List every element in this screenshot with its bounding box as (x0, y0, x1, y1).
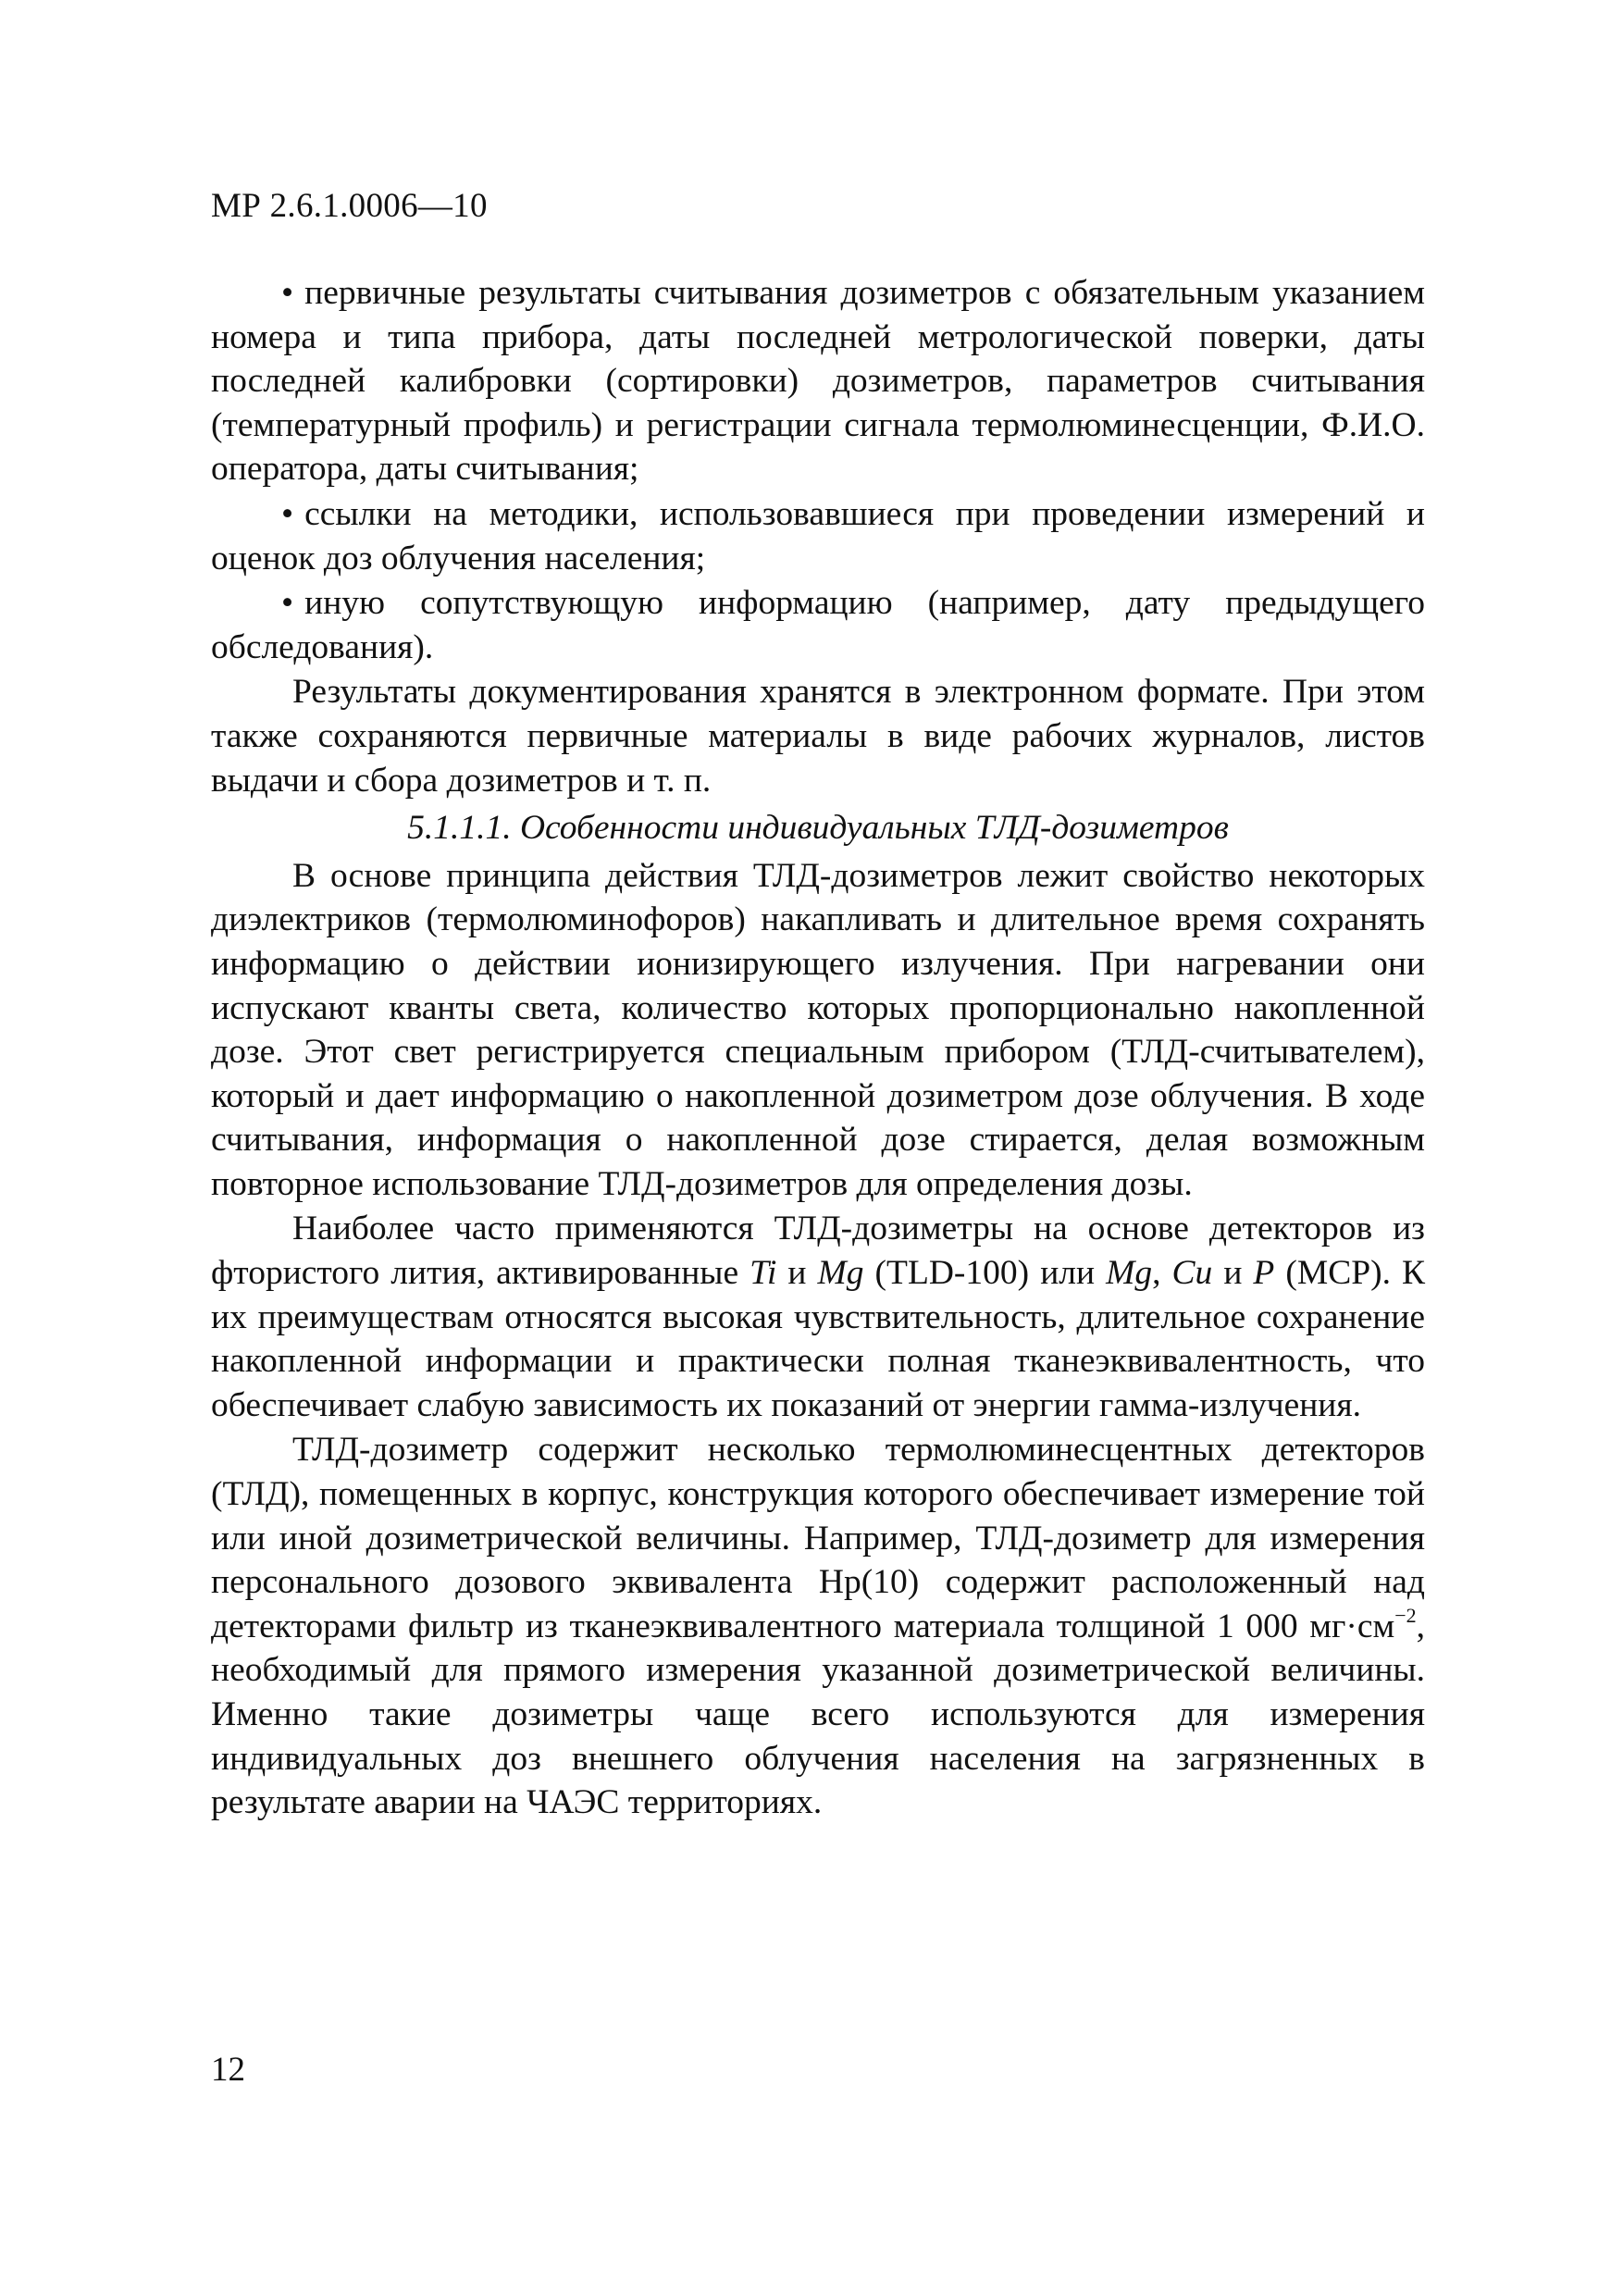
text-run: и (1212, 1254, 1254, 1293)
element-symbol: Mg (817, 1254, 864, 1293)
bullet-item-methods (211, 492, 1425, 580)
text-run: , (1152, 1254, 1172, 1293)
bullet-marker: • (281, 584, 294, 623)
element-symbol: Ti (750, 1254, 777, 1293)
bullet-text: первичные результаты считывания дозиметров с обязательным указанием номера и типа прибора, даты последней метрологической поверки, даты последней калибровки (сортировки) дозиметров, параметров считывания (температурный профиль) и регистрации сигнала термолюминесценции, Ф.И.О. оператора, даты считывания; (211, 274, 1425, 489)
bullet-marker: • (281, 494, 294, 533)
bullet-item-primary-results (211, 271, 1425, 491)
unit-superscript: −2 (1394, 1603, 1417, 1627)
text-run: и (776, 1254, 818, 1293)
paragraph-tld-construction (211, 1428, 1425, 1824)
subsection-title: 5.1.1.1. Особенности индивидуальных ТЛД-дозиметров (407, 809, 1229, 848)
text-run: (TLD-100) или (863, 1254, 1107, 1293)
paragraph-documentation-results: Результаты документирования хранятся в электронном формате. При этом также сохраняются первичные материалы в виде рабочих журналов, листов выдачи и сбора дозиметров и т. п. (211, 673, 1425, 800)
element-symbol: P (1253, 1254, 1275, 1293)
bullet-item-other-info (211, 581, 1425, 669)
page-number: 12 (211, 2051, 245, 2089)
element-symbol: Mg (1106, 1254, 1153, 1293)
page-body (211, 271, 1425, 1825)
bullet-text: иную сопутствующую информацию (например, дату предыдущего обследования). (211, 584, 1425, 666)
document-code: МР 2.6.1.0006—10 (211, 187, 488, 225)
element-symbol: Cu (1171, 1254, 1213, 1293)
bullet-marker: • (281, 274, 294, 312)
bullet-text: ссылки на методики, использовавшиеся при проведении измерений и оценок доз облучения населения; (211, 494, 1425, 577)
paragraph-tld-principle: В основе принципа действия ТЛД-дозиметров лежит свойство некоторых диэлектриков (термолюминофоров) накапливать и длительное время сохранять информацию о действии ионизирующего излучения. При нагревании они испускают кванты света, количество которых пропорционально накопленной дозе. Этот свет регистрируется специальным прибором (ТЛД-считывателем), который и дает информацию о накопленной дозиметром дозе облучения. В ходе считывания, информация о накопленной дозе стирается, делая возможным повторное использование ТЛД-дозиметров для определения дозы. (211, 856, 1425, 1203)
text-run: Наиболее часто применяются ТЛД-дозиметры на основе детекторов из фтористого лития, активированные (211, 1210, 1425, 1293)
paragraph-lif-dosimeters (211, 1207, 1425, 1427)
text-run: ТЛД-дозиметр содержит несколько термолюминесцентных детекторов (ТЛД), помещенных в корпус, конструкция которого обеспечивает измерение той или иной дозиметрической величины. Например, ТЛД-дозиметр для измерения персонального дозового эквивалента Hp(10) содержит расположенный над детекторами фильтр из тканеэквивалентного материала толщиной 1 000 мг·см (211, 1431, 1425, 1645)
text-run: , необходимый для прямого измерения указанной дозиметрической величины. Именно такие дозиметры чаще всего используются для измерения индивидуальных доз внешнего облучения населения на загрязненных в результате аварии на ЧАЭС территориях. (211, 1607, 1425, 1822)
text-run: (MCP). К их преимуществам относятся высокая чувствительность, длительное сохранение накопленной информации и практически полная тканеэквивалентность, что обеспечивает слабую зависимость их показаний от энергии гамма-излучения. (211, 1254, 1425, 1424)
